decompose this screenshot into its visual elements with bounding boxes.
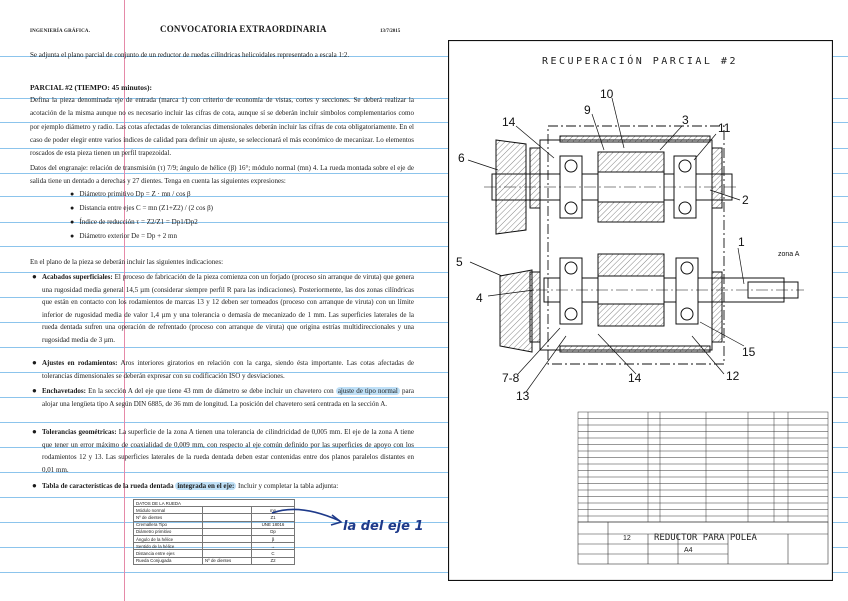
table-header: DATOS DE LA RUEDA	[134, 500, 295, 507]
formula-text: Índice de reducción τ = Z2/Z1 = Dp1/Dp2	[79, 218, 198, 226]
balloon-label: 9	[584, 103, 591, 117]
table-cell	[203, 550, 252, 557]
table-cell	[203, 535, 252, 542]
paragraph-1: Defina la pieza denominada eje de entrada (marca 1) con criterio de economía de vistas, cortes y secciones. Se deberá realizar la acotación de la misma aunque no es necesario incluir las cifras de cota, aunque sí se deberán incluir símbolos complementarios como por ejemplo diámetro y radio. Las cotas afectadas de tolerancias dimensionales deberán incluir las cifras de cota obligatoriamente. En el caso de poder elegir entre varios índices de calidad para definir un ajuste, se seleccionará el más económico de mecanizar. Lo elementos roscados de esta pieza tienen un perfil trapezoidal.	[30, 96, 414, 158]
assembly-drawing	[448, 40, 833, 581]
bullet-text: Aros interiores giratorios en relación con la carga, siendo ésta importante. Las cotas afectadas de tolerancias dimensionales se deberán expresar con su codificación ISO y desviaciones.	[42, 359, 414, 380]
formula-item: ● Diámetro exterior De = Dp + 2 mn	[70, 232, 177, 240]
table-cell: Cremallera Tipo	[134, 521, 203, 528]
table-row	[134, 557, 295, 564]
highlighted-text: integrada en el eje:	[177, 482, 235, 490]
bullet-surface-finish	[30, 271, 414, 347]
bullet-gear-table	[30, 480, 414, 493]
intro-text: Se adjunta el plano parcial de conjunto de un reductor de ruedas cilíndricas helicoidales representado a escala 1:2.	[30, 51, 350, 59]
housing-top	[560, 136, 710, 142]
housing-bottom	[560, 346, 710, 352]
table-row	[134, 550, 295, 557]
balloon-label: 2	[742, 193, 749, 207]
zone-label: zona A	[778, 251, 800, 258]
table-cell: Diámetro primitivo	[134, 528, 203, 535]
formula-text: Diámetro primitivo Dp = Z · mn / cos β	[79, 190, 191, 198]
bullet-title: Acabados superficiales:	[42, 273, 113, 281]
table-row	[134, 543, 295, 550]
table-cell: Módulo normal	[134, 507, 203, 514]
bullet-title: Ajustes en rodamientos:	[42, 359, 118, 367]
balloon-label: 15	[742, 345, 756, 359]
housing-wall	[712, 148, 722, 208]
table-cell: Z2	[252, 557, 295, 564]
balloon-label: 1	[738, 235, 745, 249]
table-row	[134, 535, 295, 542]
bullet-text: para alojar una lengüeta tipo A según DIN 6885, de 36 mm de longitud. La posición del chavetero será centrada en la sección A.	[42, 387, 415, 408]
balloon-label: 14	[628, 371, 642, 385]
bullet-text: En la sección A del eje que tiene 43 mm de diámetro se debe incluir un chavetero con	[88, 387, 334, 395]
bullet-bearing-fits	[30, 357, 414, 382]
bullet-text: La superficie de la zona A tienen una tolerancia de cilindricidad de 0,005 mm. El eje de la zona A tiene que tener un error máximo de coaxialidad de 0,009 mm, con respecto al eje común definido por las superficies de apoyo con los rodamientos 12 y 13. Las superficies laterales de la rueda dentada deben estar contenidas entre dos planos paralelos distantes en 0,01 mm.	[42, 428, 415, 474]
table-cell	[203, 514, 252, 521]
bullet-keyways	[30, 385, 414, 410]
balloon-label: 11	[718, 121, 731, 135]
formula-item: ● Distancia entre ejes C = mn (Z1+Z2) / (2 cos β)	[70, 204, 214, 212]
paragraph-2: Datos del engranaje: relación de transmisión (τ) 7/9; ángulo de hélice (β) 16°; módulo normal (mn) 4. La rueda montada sobre el eje de salida tiene un dentado a derechas y 27 dientes. Tenga en cuenta las siguientes expresiones:	[30, 164, 414, 186]
table-cell: Rueda Conjugada	[134, 557, 203, 564]
table-cell	[203, 543, 252, 550]
partial-heading: PARCIAL #2 (TIEMPO: 45 minutos):	[30, 83, 152, 92]
housing-wall	[530, 148, 540, 208]
bullet-text: El proceso de fabricación de la pieza comienza con un forjado (proceso sin arranque de viruta) que genera una rugosidad media general 14,5 µm (considerar siempre perfil R para las indicaciones). Posteriormente, las dos zonas cilíndricas que están en contacto con los rodamientos de marcas 13 y 12 deben ser torneados (proceso con arranque de viruta) con un límite inferior de rugosidad media de valor 1,4 µm y una tolerancia o demasía de mecanizado de 1 mm. Las superficies laterales de la rueda dentada sufren una operación de refrentado (proceso con arranque de viruta) que origina estrías multidireccionales y una rugosidad media de 3 µm.	[42, 273, 414, 344]
formula-text: Diámetro exterior De = Dp + 2 mn	[79, 232, 177, 240]
drawing-name: REDUCTOR PARA POLEA	[654, 533, 757, 543]
exam-date: 13/7/2015	[380, 29, 401, 34]
balloon-label: 14	[502, 115, 516, 129]
bullet-title: Tolerancias geométricas:	[42, 428, 117, 436]
bullet-title: Enchavetados:	[42, 387, 86, 395]
table-cell	[203, 507, 252, 514]
bullet-dot: ●	[32, 358, 37, 367]
table-cell: Sentido de la hélice	[134, 543, 203, 550]
pulley-lower	[500, 270, 532, 352]
balloon-label: 7-8	[502, 371, 520, 385]
formula-item: ● Diámetro primitivo Dp = Z · mn / cos β	[70, 190, 191, 198]
balloon-label: 13	[516, 389, 530, 403]
table-cell: Nº de dientes	[203, 557, 252, 564]
balloon-label: 12	[726, 369, 740, 383]
bullet-dot: ●	[32, 427, 37, 436]
table-cell: mn	[252, 507, 295, 514]
table-cell: C	[252, 550, 295, 557]
bullet-dot: ●	[32, 272, 37, 281]
course-name: INGENIERÍA GRÁFICA.	[30, 29, 91, 34]
scale-number: 12	[623, 535, 631, 542]
balloon-label: 4	[476, 291, 483, 305]
handwritten-note: la del eje 1	[343, 519, 424, 534]
highlighted-text: ajuste de tipo normal	[337, 387, 398, 395]
table-cell	[203, 528, 252, 535]
balloon-label: 6	[458, 151, 465, 165]
bearing-lower-left	[560, 258, 582, 324]
table-cell: Ángulo de la hélice	[134, 535, 203, 542]
formula-item: ● Índice de reducción τ = Z2/Z1 = Dp1/Dp2	[70, 218, 198, 226]
bullet-dot: ●	[32, 481, 37, 490]
bullet-dot: ●	[32, 386, 37, 395]
table-cell: Distancia entre ejes	[134, 550, 203, 557]
exam-title: CONVOCATORIA EXTRAORDINARIA	[160, 24, 327, 34]
bullet-title: Tabla de características de la rueda dentada	[42, 482, 174, 490]
table-cell: →	[252, 543, 295, 550]
bearing-lower-right	[676, 258, 698, 324]
table-cell: Nº de dientes	[134, 514, 203, 521]
sheet-size: A4	[684, 547, 693, 554]
table-cell	[203, 521, 252, 528]
table-cell: UNE 18016	[252, 521, 295, 528]
balloon-label: 5	[456, 255, 463, 269]
table-cell: Dp	[252, 528, 295, 535]
formula-text: Distancia entre ejes C = mn (Z1+Z2) / (2 cos β)	[79, 204, 214, 212]
indications-intro: En el plano de la pieza se deberán incluir las siguientes indicaciones:	[30, 258, 224, 266]
table-cell: Z1	[252, 514, 295, 521]
table-cell: β	[252, 535, 295, 542]
balloon-label: 3	[682, 113, 689, 127]
bullet-geometric-tolerances	[30, 426, 414, 476]
bullet-text: Incluir y completar la tabla adjunta:	[238, 482, 339, 490]
drawing-title: RECUPERACIÓN PARCIAL #2	[542, 56, 738, 67]
balloon-label: 10	[600, 87, 614, 101]
